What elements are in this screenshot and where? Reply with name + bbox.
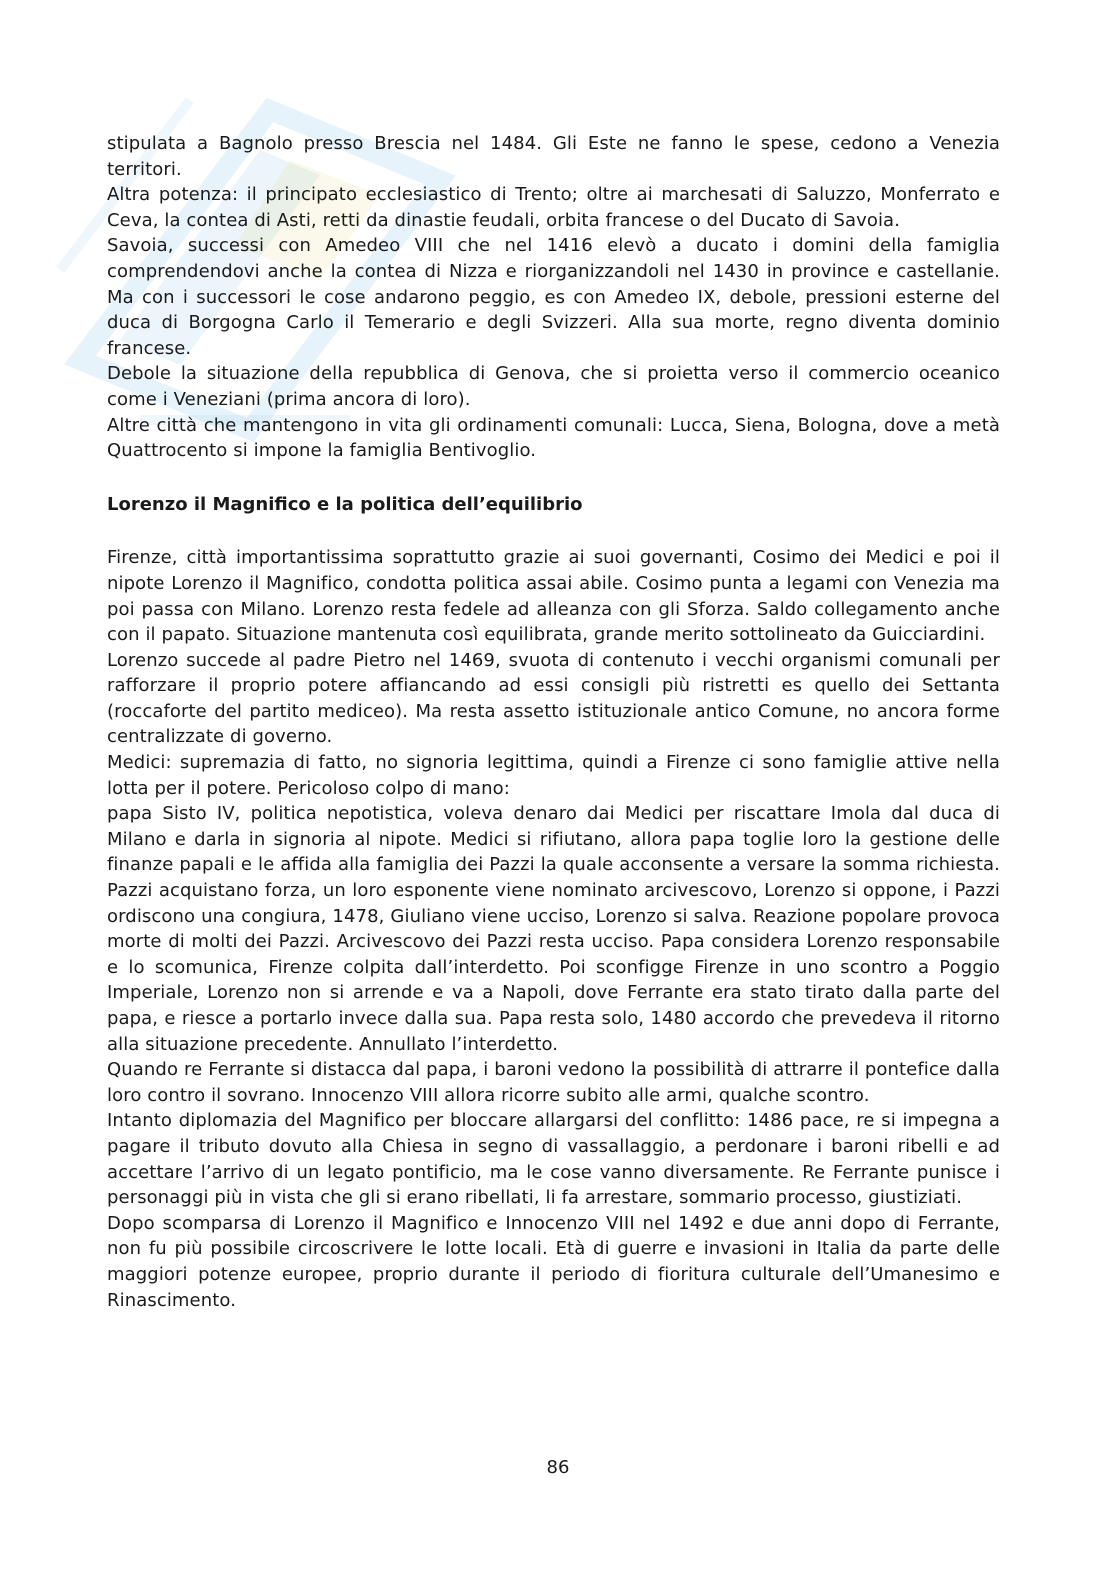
page-number: 86 <box>546 1457 570 1478</box>
paragraph: Quando re Ferrante si distacca dal papa, i baroni vedono la possibilità di attrarre il pontefice dalla loro contro il sovrano. Innocenzo VIII allora ricorre subito alle armi, qualche scontro. <box>107 1059 1000 1106</box>
paragraph: Intanto diplomazia del Magnifico per bloccare allargarsi del conflitto: 1486 pace, re si impegna a pagare il tributo dovuto alla Chiesa in segno di vassallaggio, a perdonare i baroni ribelli e ad accettare l’arrivo di un legato pontificio, ma le cose vanno diversamente. Re Ferrante punisce i personaggi più in vista che gli si erano ribellati, li fa arrestare, sommario processo, giustiziati. <box>107 1110 1000 1209</box>
paragraph: stipulata a Bagnolo presso Brescia nel 1484. Gli Este ne fanno le spese, cedono a Venezia territori. <box>107 133 1000 180</box>
paragraph: Lorenzo succede al padre Pietro nel 1469, svuota di contenuto i vecchi organismi comunali per rafforzare il proprio potere affiancando ad essi consigli più ristretti es quello dei Settanta (roccaforte del partito mediceo). Ma resta assetto istituzionale antico Comune, no ancora forme centralizzate di governo. <box>107 649 1000 748</box>
paragraph: Altre città che mantengono in vita gli ordinamenti comunali: Lucca, Siena, Bologna, dove a metà Quattrocento si impone la famiglia Bentivoglio. <box>107 414 1000 462</box>
paragraph: papa Sisto IV, politica nepotistica, voleva denaro dai Medici per riscattare Imola dal duca di Milano e darla in signoria al nipote. Medici si rifiutano, allora papa toglie loro la gestione delle finanze papali e le affida alla famiglia dei Pazzi la quale acconsente a versare la somma richiesta. Pazzi acquistano forza, un loro esponente viene nominato arcivescovo, Lorenzo si oppone, i Pazzi ordiscono una congiura, 1478, Giuliano viene ucciso, Lorenzo si salva. Reazione popolare provoca morte di molti dei Pazzi. Arcivescovo dei Pazzi resta ucciso. Papa considera Lorenzo responsabile e lo scomunica, Firenze colpita dall’interdetto. Poi sconfigge Firenze in uno scontro a Poggio Imperiale, Lorenzo non si arrende e va a Napoli, dove Ferrante era stato tirato dalla parte del papa, e riesce a portarlo invece dalla sua. Papa resta solo, 1480 accordo che prevedeva il ritorno alla situazione precedente. Annullato l’interdetto. <box>107 803 1000 1055</box>
paragraph: Dopo scomparsa di Lorenzo il Magnifico e Innocenzo VIII nel 1492 e due anni dopo di Ferrante, non fu più possibile circoscrivere le lotte locali. Età di guerre e invasioni in Italia da parte delle maggiori potenze europee, proprio durante il periodo di fioritura culturale dell’Umanesimo e Rinascimento. <box>107 1212 1000 1311</box>
section-heading: Lorenzo il Magnifico e la politica dell’equilibrio <box>107 493 583 515</box>
paragraph: Savoia, successi con Amedeo VIII che nel 1416 elevò a ducato i domini della famiglia comprendendovi anche la contea di Nizza e riorganizzandoli nel 1430 in province e castellanie. Ma con i successori le cose andarono peggio, es con Amedeo IX, debole, pressioni esterne del duca di Borgogna Carlo il Temerario e degli Svizzeri. Alla sua morte, regno diventa dominio francese. <box>107 235 1000 359</box>
paragraph: Medici: supremazia di fatto, no signoria legittima, quindi a Firenze ci sono famiglie attive nella lotta per il potere. Pericoloso colpo di mano: <box>107 752 1000 799</box>
paragraph: Firenze, città importantissima soprattutto grazie ai suoi governanti, Cosimo dei Medici e poi il nipote Lorenzo il Magnifico, condotta politica assai abile. Cosimo punta a legami con Venezia ma poi passa con Milano. Lorenzo resta fedele ad alleanza con gli Sforza. Saldo collegamento anche con il papato. Situazione mantenuta così equilibrata, grande merito sottolineato da Guicciardini. <box>107 547 1000 646</box>
paragraph: Debole la situazione della repubblica di Genova, che si proietta verso il commercio oceanico come i Veneziani (prima ancora di loro). <box>107 363 1000 410</box>
document-body <box>107 131 1000 1313</box>
paragraph: Altra potenza: il principato ecclesiastico di Trento; oltre ai marchesati di Saluzzo, Monferrato e Ceva, la contea di Asti, retti da dinastie feudali, orbita francese o del Ducato di Savoia. <box>107 184 1000 231</box>
